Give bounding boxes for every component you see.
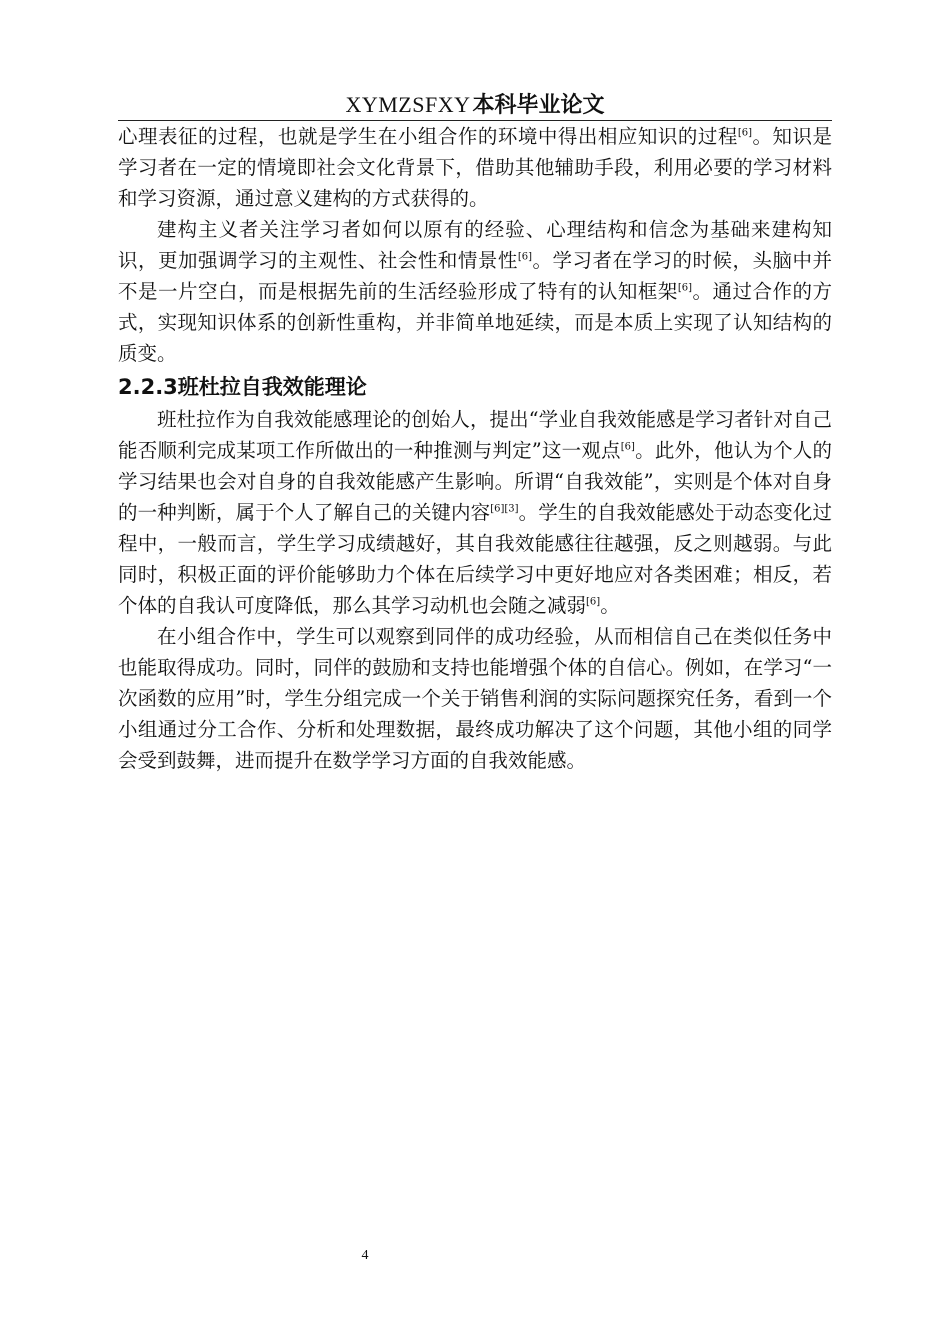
paragraph-3 [118, 404, 832, 621]
section-heading: 2.2.3班杜拉自我效能理论 [118, 375, 367, 399]
citation: [6][3] [490, 503, 519, 515]
paragraph-2 [118, 214, 832, 369]
text-run: 。通过合作的方式，实现知识体系的创新性重构，并非简单地延续，而是本质上实现了认知结构的质变。 [118, 280, 832, 365]
header-latin: XYMZSFXY [345, 92, 471, 117]
text-run: 心理表征的过程，也就是学生在小组合作的环境中得出相应知识的过程 [118, 125, 738, 148]
page-header [118, 90, 832, 121]
citation: [6] [517, 251, 533, 263]
document-body [118, 121, 832, 776]
citation: [6] [677, 282, 693, 294]
text-run: 在小组合作中，学生可以观察到同伴的成功经验，从而相信自己在类似任务中也能取得成功。同时，同伴的鼓励和支持也能增强个体的自信心。例如，在学习“一次函数的应用”时，学生分组完成一个关于销售利润的实际问题探究任务，看到一个小组通过分工合作、分析和处理数据，最终成功解决了这个问题，其他小组的同学会受到鼓舞，进而提升在数学学习方面的自我效能感。 [118, 625, 832, 772]
text-run: 建构主义者关注学习者如何以原有的经验、心理结构和信念为基础来建构知识，更加强调学习的主观性、社会性和情景性 [118, 218, 832, 272]
text-run: 。学习者在学习的时候，头脑中并不是一片空白，而是根据先前的生活经验形成了特有的认知框架 [118, 249, 832, 303]
text-run: 。知识是学习者在一定的情境即社会文化背景下，借助其他辅助手段，利用必要的学习材料和学习资源，通过意义建构的方式获得的。 [118, 125, 832, 210]
text-run: 班杜拉作为自我效能感理论的创始人，提出“学业自我效能感是学习者针对自己能否顺利完成某项工作所做出的一种推测与判定”这一观点 [118, 408, 832, 462]
citation: [6] [620, 441, 635, 453]
text-run: 。此外，他认为个人的学习结果也会对自身的自我效能感产生影响。所谓“自我效能”，实则是个体对自身的一种判断，属于个人了解自己的关键内容 [118, 439, 832, 524]
citation: [6] [737, 127, 752, 139]
header-title: 本科毕业论文 [472, 93, 605, 118]
text-run: 。学生的自我效能感处于动态变化过程中，一般而言，学生学习成绩越好，其自我效能感往往越强，反之则越弱。与此同时，积极正面的评价能够助力个体在后续学习中更好地应对各类困难；相反，若个体的自我认可度降低，那么其学习动机也会随之减弱 [118, 501, 832, 617]
citation: [6] [586, 596, 601, 608]
paragraph-4 [118, 621, 832, 776]
page-number: 4 [361, 1248, 369, 1263]
text-run: 。 [600, 594, 620, 617]
paragraph-1 [118, 121, 832, 214]
